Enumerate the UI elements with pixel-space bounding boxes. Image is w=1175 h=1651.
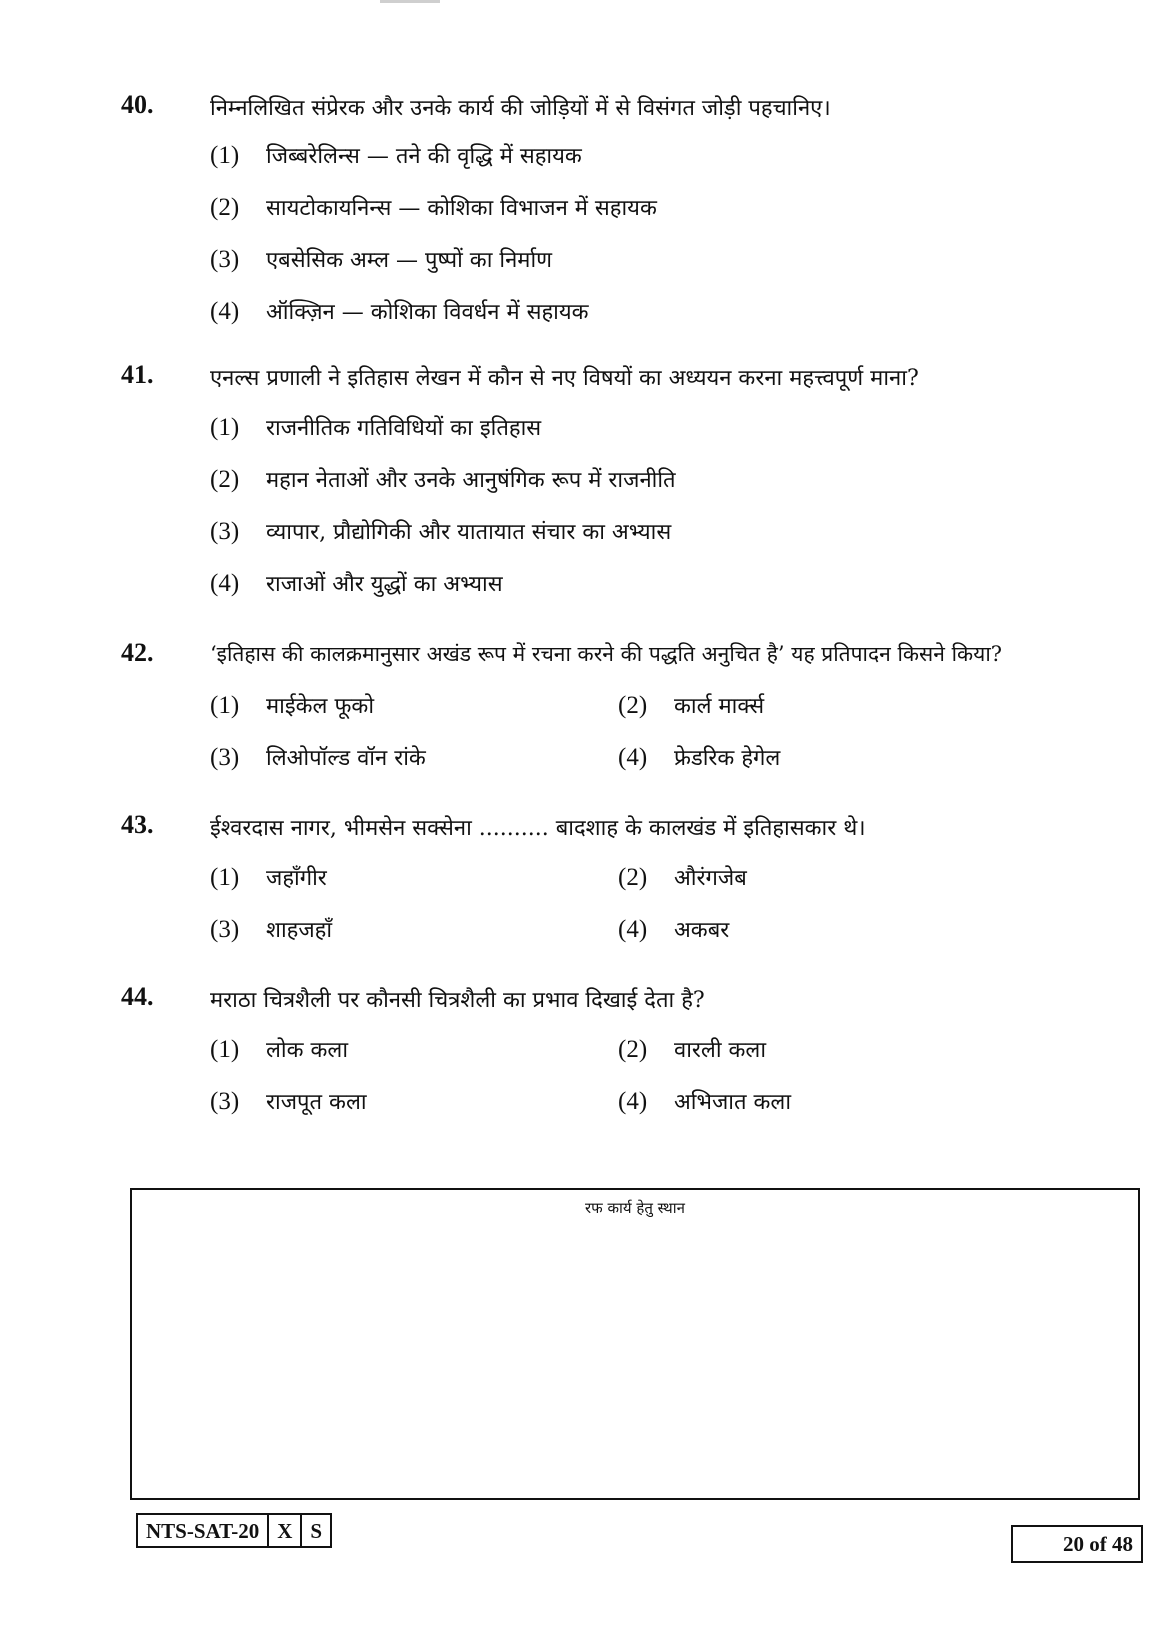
option-number: (1) — [210, 692, 240, 719]
option-2 — [618, 690, 764, 720]
option-text: सायटोकायनिन्स — कोशिका विभाजन में सहायक — [266, 196, 657, 221]
option-3 — [210, 1086, 367, 1116]
option-text: औरंगजेब — [674, 866, 747, 891]
option-number: (2) — [210, 466, 240, 493]
page-number: 20 of 48 — [1063, 1532, 1133, 1556]
option-text: जिब्बरेलिन्स — तने की वृद्धि में सहायक — [266, 144, 582, 169]
option-number: (2) — [210, 194, 240, 221]
option-number: (3) — [210, 916, 240, 943]
option-number: (3) — [210, 1088, 240, 1115]
paper-code-box — [136, 1513, 332, 1548]
option-1 — [210, 690, 374, 720]
option-text: अभिजात कला — [674, 1090, 792, 1115]
option-text: ऑक्ज़िन — कोशिका विवर्धन में सहायक — [266, 300, 589, 325]
option-text: लोक कला — [266, 1038, 349, 1063]
option-text: अकबर — [674, 918, 730, 943]
option-text: राजपूत कला — [266, 1090, 367, 1115]
question-text: ‘इतिहास की कालक्रमानुसार अखंड रूप में रचना करने की पद्धति अनुचित है’ यह प्रतिपादन किसने किया? — [210, 642, 1003, 666]
question-number: 40. — [121, 90, 154, 119]
option-number: (2) — [618, 864, 648, 891]
option-1 — [210, 140, 582, 170]
option-number: (4) — [210, 298, 240, 325]
option-4 — [618, 914, 729, 944]
option-text: शाहजहाँ — [266, 918, 333, 943]
rough-work-title: रफ कार्य हेतु स्थान — [585, 1199, 685, 1217]
question-number: 44. — [121, 982, 154, 1011]
option-text: राजाओं और युद्धों का अभ्यास — [266, 572, 503, 597]
question-text: ईश्वरदास नागर, भीमसेन सक्सेना .......... बादशाह के कालखंड में इतिहासकार थे। — [210, 816, 866, 841]
page-number-box — [1011, 1525, 1143, 1563]
option-number: (3) — [210, 744, 240, 771]
option-2 — [210, 192, 657, 222]
option-number: (1) — [210, 864, 240, 891]
option-text: वारली कला — [674, 1038, 767, 1063]
class-code: X — [269, 1515, 302, 1546]
question-number: 41. — [121, 360, 154, 389]
question-number: 43. — [121, 810, 154, 839]
option-number: (4) — [210, 570, 240, 597]
option-number: (2) — [618, 1036, 648, 1063]
option-3 — [210, 914, 332, 944]
question-number: 42. — [121, 638, 154, 667]
option-number: (4) — [618, 744, 648, 771]
option-4 — [618, 1086, 791, 1116]
option-4 — [210, 296, 589, 326]
rough-work-box — [130, 1188, 1140, 1500]
option-text: कार्ल मार्क्स — [674, 694, 765, 719]
option-text: राजनीतिक गतिविधियों का इतिहास — [266, 416, 542, 441]
option-1 — [210, 412, 541, 442]
option-number: (4) — [618, 916, 648, 943]
option-3 — [210, 516, 671, 546]
option-text: एबसेसिक अम्ल — पुष्पों का निर्माण — [266, 248, 553, 273]
option-number: (1) — [210, 414, 240, 441]
question-text: मराठा चित्रशैली पर कौनसी चित्रशैली का प्रभाव दिखाई देता है? — [210, 988, 705, 1013]
option-4 — [210, 568, 503, 598]
option-text: जहाँगीर — [266, 866, 327, 891]
option-number: (1) — [210, 1036, 240, 1063]
option-number: (3) — [210, 246, 240, 273]
option-2 — [210, 464, 676, 494]
option-text: व्यापार, प्रौद्योगिकी और यातायात संचार का अभ्यास — [266, 520, 672, 545]
option-number: (2) — [618, 692, 648, 719]
option-1 — [210, 1034, 348, 1064]
question-text: निम्नलिखित संप्रेरक और उनके कार्य की जोड़ियों में से विसंगत जोड़ी पहचानिए। — [210, 96, 831, 121]
option-3 — [210, 742, 426, 772]
option-number: (1) — [210, 142, 240, 169]
option-number: (3) — [210, 518, 240, 545]
option-1 — [210, 862, 327, 892]
option-number: (4) — [618, 1088, 648, 1115]
option-text: लिओपॉल्ड वॉन रांके — [266, 746, 426, 771]
option-2 — [618, 862, 747, 892]
series-code: S — [310, 1519, 323, 1543]
option-3 — [210, 244, 552, 274]
option-text: माईकेल फूको — [266, 694, 375, 719]
option-text: फ्रेडरिक हेगेल — [674, 746, 781, 771]
scan-mark — [380, 0, 440, 3]
option-2 — [618, 1034, 766, 1064]
option-4 — [618, 742, 780, 772]
question-text: एनल्स प्रणाली ने इतिहास लेखन में कौन से नए विषयों का अध्ययन करना महत्त्वपूर्ण माना? — [210, 366, 919, 391]
option-text: महान नेताओं और उनके आनुषंगिक रूप में राजनीति — [266, 468, 676, 493]
paper-code: NTS-SAT-20 — [138, 1515, 269, 1546]
